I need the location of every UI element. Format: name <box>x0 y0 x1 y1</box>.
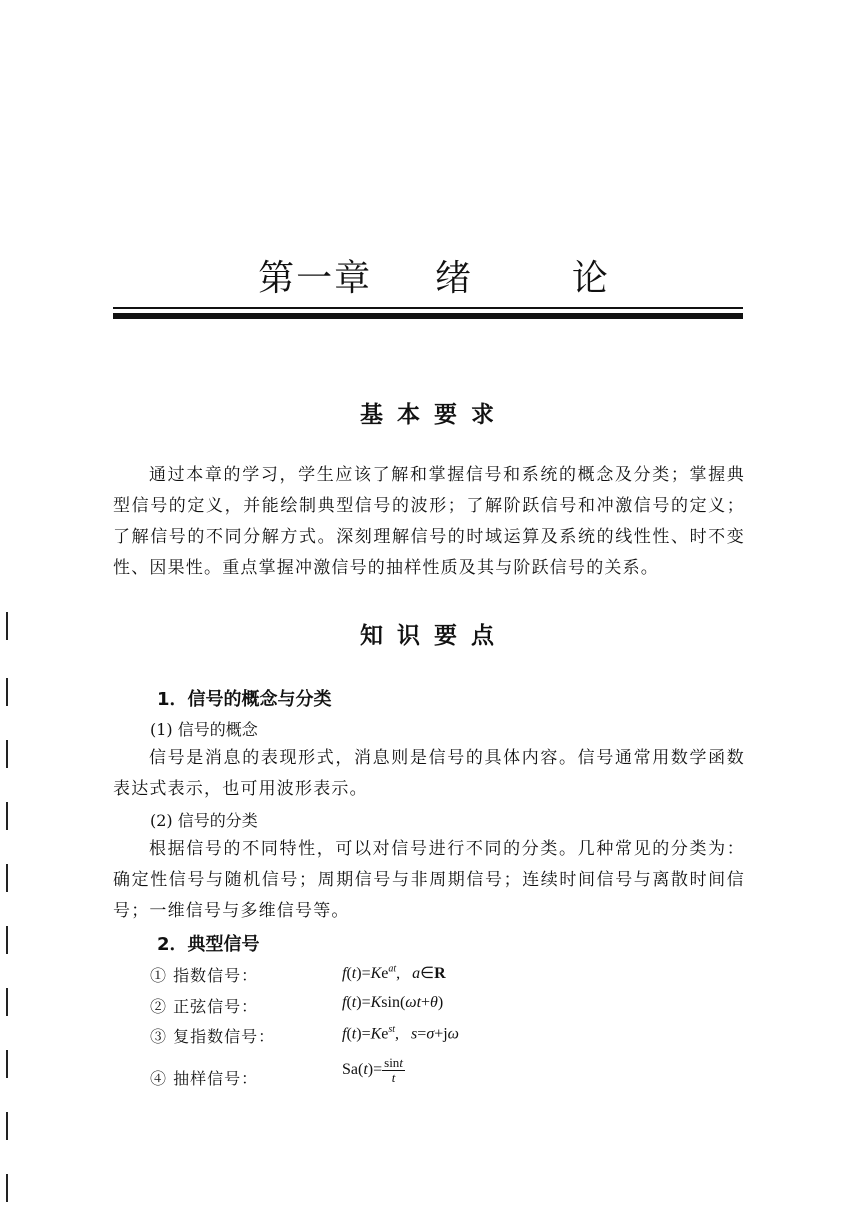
item2-title: 2．典型信号 <box>157 934 260 955</box>
margin-mark <box>6 1050 8 1078</box>
margin-mark <box>6 612 8 640</box>
signal-formula-complex-exponential: $f(t)=Ke^{st}$, s=σ+jω <box>342 1024 459 1043</box>
chapter-title-part2: 论 <box>571 258 610 299</box>
knowledge-heading: 知识要点 <box>360 622 508 649</box>
margin-mark <box>6 1112 8 1140</box>
title-rule-thin <box>113 307 743 309</box>
margin-mark <box>6 988 8 1016</box>
chapter-title-part1: 绪 <box>434 258 473 299</box>
signal-formula-sampling: Sa(t)= $\frac{\sin t}{t}$ <box>342 1055 403 1085</box>
item1-sub2-title: (2) 信号的分类 <box>150 811 258 830</box>
margin-mark <box>6 740 8 768</box>
chapter-number: 第一章 <box>258 258 373 299</box>
item1-title: 1．信号的概念与分类 <box>157 689 332 710</box>
margin-mark <box>6 864 8 892</box>
title-rule-thick <box>113 313 743 319</box>
margin-mark <box>6 678 8 706</box>
item1-sub1-title: (1) 信号的概念 <box>150 720 258 739</box>
signal-label-complex-exponential: ③ 复指数信号： <box>150 1027 276 1046</box>
margin-mark <box>6 926 8 954</box>
requirements-heading: 基本要求 <box>360 401 508 428</box>
item1-sub1-text: 信号是消息的表现形式，消息则是信号的具体内容。信号通常用数学函数表达式表示，也可用波形表示。 <box>113 748 745 799</box>
signal-formula-sine: f(t)=Ksin(ωt+θ) <box>342 994 444 1011</box>
requirements-paragraph: 通过本章的学习，学生应该了解和掌握信号和系统的概念及分类；掌握典型信号的定义，并能绘制典型信号的波形；了解阶跃信号和冲激信号的定义；了解信号的不同分解方式。深刻理解信号的时域运算及系统的线性性、时不变性、因果性。重点掌握冲激信号的抽样性质及其与阶跃信号的关系。 <box>113 465 745 578</box>
signal-formula-exponential: $f(t)=Ke^{at}$, a∈R <box>342 963 446 982</box>
signal-label-exponential: ① 指数信号： <box>150 966 259 985</box>
signal-label-sampling: ④ 抽样信号： <box>150 1069 259 1088</box>
margin-mark <box>6 802 8 830</box>
signal-label-sine: ② 正弦信号： <box>150 997 259 1016</box>
margin-mark <box>6 1174 8 1202</box>
formula-text <box>0 0 1 1</box>
chapter-title <box>0 250 868 301</box>
item1-sub2-text: 根据信号的不同特性，可以对信号进行不同的分类。几种常见的分类为：确定性信号与随机信号；周期信号与非周期信号；连续时间信号与离散时间信号；一维信号与多维信号等。 <box>113 839 745 921</box>
